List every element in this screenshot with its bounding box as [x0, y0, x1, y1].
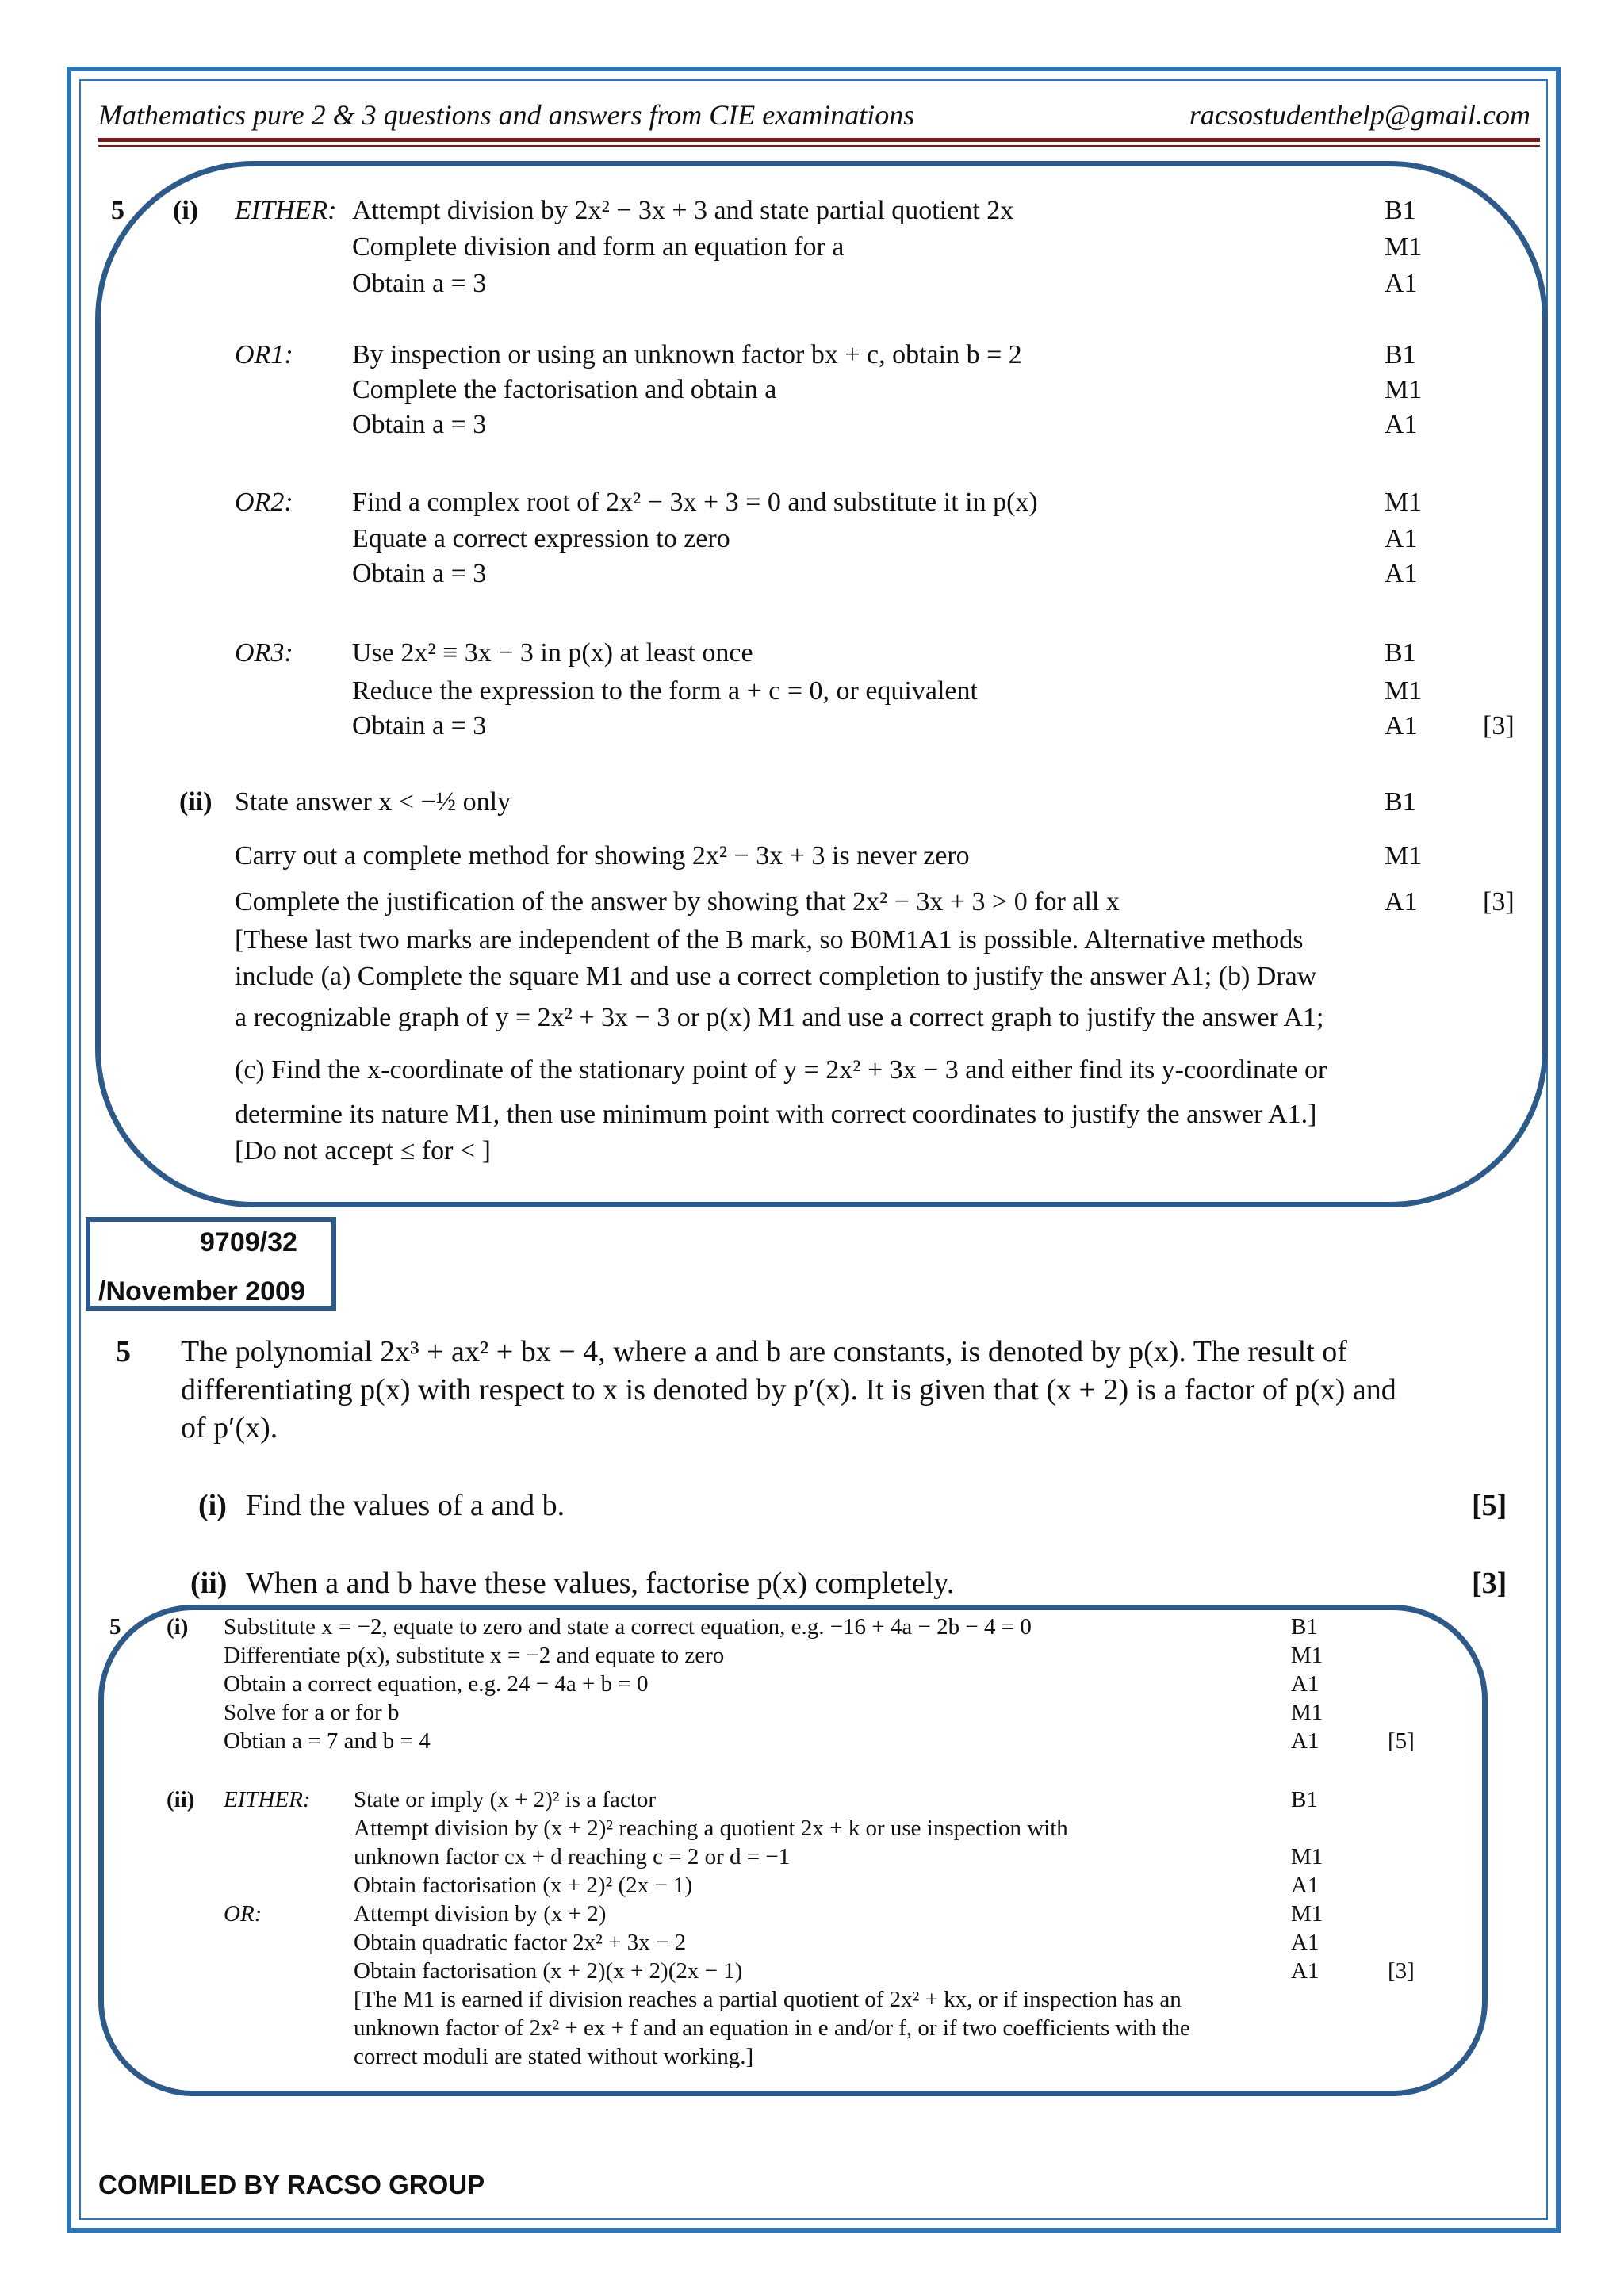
scheme2-number: 5	[109, 1614, 121, 1640]
scheme2-mark: B1	[1291, 1614, 1318, 1640]
scheme2-line: Obtian a = 7 and b = 4	[224, 1728, 431, 1754]
scheme2-either-label: EITHER:	[224, 1787, 311, 1812]
scheme1-mark: B1	[1385, 196, 1416, 225]
scheme1-mark: A1	[1385, 269, 1418, 298]
scheme2-mark: A1	[1291, 1728, 1320, 1754]
scheme1-line: By inspection or using an unknown factor bx + c, obtain b = 2	[352, 340, 1022, 369]
question-line: The polynomial 2x³ + ax² + bx − 4, where a and b are constants, is denoted by p(x). The result of	[181, 1335, 1347, 1368]
scheme2-line: Attempt division by (x + 2)² reaching a quotient 2x + k or use inspection with	[354, 1816, 1068, 1841]
question-number: 5	[116, 1335, 131, 1368]
scheme1-line: Complete the factorisation and obtain a	[352, 375, 777, 404]
scheme1-part-i: (i)	[173, 196, 199, 225]
scheme2-or-label: OR:	[224, 1901, 262, 1927]
question-part-i: (i)	[198, 1489, 227, 1522]
scheme2-line: Attempt division by (x + 2)	[354, 1901, 607, 1927]
question-line: differentiating p(x) with respect to x is denoted by p′(x). It is given that (x + 2) is a factor of p(x) and	[181, 1373, 1396, 1406]
scheme2-line: Obtain a correct equation, e.g. 24 − 4a + b = 0	[224, 1671, 649, 1697]
scheme1-mark: A1	[1385, 559, 1418, 588]
scheme1-total: [3]	[1483, 887, 1515, 916]
scheme2-mark: A1	[1291, 1930, 1320, 1955]
scheme1-line: Complete the justification of the answer by showing that 2x² − 3x + 3 > 0 for all x	[235, 887, 1120, 916]
scheme2-line: State or imply (x + 2)² is a factor	[354, 1787, 657, 1812]
header-title: Mathematics pure 2 & 3 questions and answers from CIE examinations	[98, 99, 915, 131]
paper-session: /November 2009	[98, 1276, 305, 1307]
scheme1-mark: M1	[1385, 676, 1423, 706]
scheme2-note: [The M1 is earned if division reaches a partial quotient of 2x² + kx, or if inspection has an	[354, 1987, 1182, 2012]
scheme1-mark: B1	[1385, 340, 1416, 369]
question-part-i-marks: [5]	[1472, 1489, 1507, 1522]
scheme2-line: Obtain quadratic factor 2x² + 3x − 2	[354, 1930, 687, 1955]
scheme1-mark: A1	[1385, 887, 1418, 916]
scheme1-mark: M1	[1385, 375, 1423, 404]
scheme1-line: Obtain a = 3	[352, 269, 487, 298]
scheme1-mark: M1	[1385, 488, 1423, 517]
question-part-ii-marks: [3]	[1472, 1567, 1507, 1600]
scheme2-line: Substitute x = −2, equate to zero and state a correct equation, e.g. −16 + 4a − 2b − 4 = 0	[224, 1614, 1032, 1640]
scheme2-mark: A1	[1291, 1873, 1320, 1898]
scheme1-number: 5	[111, 196, 124, 225]
scheme2-mark: M1	[1291, 1844, 1323, 1869]
scheme2-line: Solve for a or for b	[224, 1700, 400, 1725]
scheme1-part-ii: (ii)	[179, 787, 213, 817]
scheme1-or1-label: OR1:	[235, 340, 293, 369]
paper-code: 9709/32	[200, 1227, 297, 1257]
scheme1-mark: A1	[1385, 711, 1418, 740]
scheme2-note: unknown factor of 2x² + ex + f and an equation in e and/or f, or if two coefficients with the	[354, 2015, 1190, 2041]
scheme1-mark: B1	[1385, 638, 1416, 668]
scheme1-line: Reduce the expression to the form a + c = 0, or equivalent	[352, 676, 978, 706]
footer-credit: COMPILED BY RACSO GROUP	[98, 2170, 485, 2199]
scheme1-line: Obtain a = 3	[352, 559, 487, 588]
scheme2-mark: A1	[1291, 1958, 1320, 1984]
scheme1-note: (c) Find the x-coordinate of the stationary point of y = 2x² + 3x − 3 and either find its y-coordinate or	[235, 1055, 1327, 1085]
scheme2-line: Obtain factorisation (x + 2)² (2x − 1)	[354, 1873, 693, 1898]
scheme1-either-label: EITHER:	[235, 196, 337, 225]
scheme1-line: Obtain a = 3	[352, 711, 487, 740]
scheme2-total: [5]	[1388, 1728, 1415, 1754]
scheme2-mark: A1	[1291, 1671, 1320, 1697]
scheme2-line: unknown factor cx + d reaching c = 2 or d = −1	[354, 1844, 791, 1869]
scheme2-part-i: (i)	[167, 1614, 189, 1640]
scheme1-line: Equate a correct expression to zero	[352, 524, 730, 553]
scheme1-mark: B1	[1385, 787, 1416, 817]
scheme2-line: Differentiate p(x), substitute x = −2 and equate to zero	[224, 1643, 725, 1668]
scheme2-mark: M1	[1291, 1901, 1323, 1927]
scheme1-line: Attempt division by 2x² − 3x + 3 and state partial quotient 2x	[352, 196, 1014, 225]
scheme2-mark: M1	[1291, 1643, 1323, 1668]
scheme1-mark: M1	[1385, 232, 1423, 262]
header-email: racsostudenthelp@gmail.com	[1189, 99, 1530, 131]
scheme1-mark: A1	[1385, 410, 1418, 439]
scheme1-total: [3]	[1483, 711, 1515, 740]
scheme1-note: a recognizable graph of y = 2x² + 3x − 3 or p(x) M1 and use a correct graph to justify the answer A1;	[235, 1003, 1324, 1032]
scheme1-mark: A1	[1385, 524, 1418, 553]
question-part-ii-text: When a and b have these values, factorise p(x) completely.	[246, 1567, 955, 1600]
header-rule-thin	[98, 145, 1540, 147]
scheme2-total: [3]	[1388, 1958, 1415, 1984]
scheme2-note: correct moduli are stated without working.]	[354, 2044, 754, 2069]
scheme1-note: determine its nature M1, then use minimum point with correct coordinates to justify the answer A1.]	[235, 1100, 1317, 1129]
header-rule	[98, 138, 1540, 142]
scheme1-line: Complete division and form an equation for a	[352, 232, 845, 262]
scheme1-line: State answer x < −½ only	[235, 787, 511, 817]
question-part-i-text: Find the values of a and b.	[246, 1489, 565, 1522]
scheme1-line: Obtain a = 3	[352, 410, 487, 439]
scheme1-note: [Do not accept ≤ for < ]	[235, 1136, 491, 1165]
question-line: of p′(x).	[181, 1411, 278, 1445]
scheme1-or2-label: OR2:	[235, 488, 293, 517]
scheme1-line: Use 2x² ≡ 3x − 3 in p(x) at least once	[352, 638, 753, 668]
scheme2-mark: M1	[1291, 1700, 1323, 1725]
scheme1-note: include (a) Complete the square M1 and use a correct completion to justify the answer A1; (b) Draw	[235, 962, 1317, 991]
scheme1-note: [These last two marks are independent of the B mark, so B0M1A1 is possible. Alternative methods	[235, 925, 1304, 955]
scheme1-line: Carry out a complete method for showing 2x² − 3x + 3 is never zero	[235, 841, 970, 871]
scheme2-part-ii: (ii)	[167, 1787, 195, 1812]
scheme1-mark: M1	[1385, 841, 1423, 871]
scheme2-line: Obtain factorisation (x + 2)(x + 2)(2x − 1)	[354, 1958, 743, 1984]
scheme2-mark: B1	[1291, 1787, 1318, 1812]
scheme1-line: Find a complex root of 2x² − 3x + 3 = 0 and substitute it in p(x)	[352, 488, 1038, 517]
scheme1-or3-label: OR3:	[235, 638, 293, 668]
question-part-ii: (ii)	[190, 1567, 228, 1600]
